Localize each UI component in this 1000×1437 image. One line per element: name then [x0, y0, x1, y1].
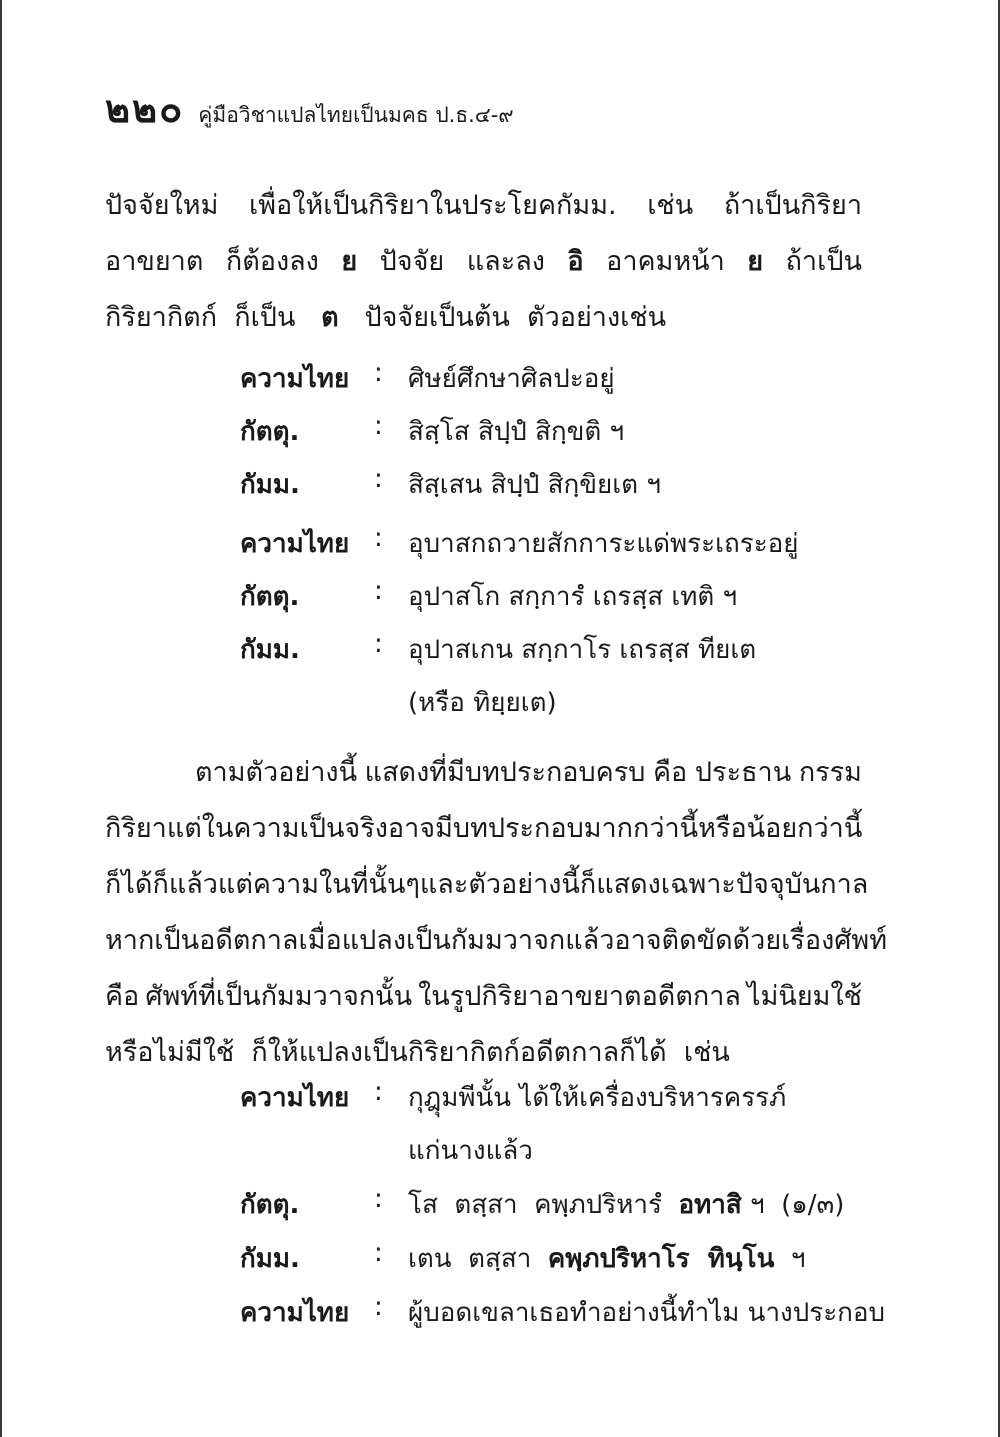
example-value: อุปาสเกน สกฺกาโร เถรสฺส ทียเต [408, 635, 757, 665]
text-line: หากเป็นอดีตกาล เมื่อแปลงเป็นกัมมวาจกแล้วอาจติดขัดด้วยเรื่องศัพท์ [105, 925, 887, 956]
bold-term: คพฺภปริหาโร ทินฺโน [547, 1244, 775, 1274]
example-label: ความไทย [240, 529, 350, 559]
bold-term: ต [321, 302, 339, 333]
example-label: กัมม. [240, 1244, 300, 1274]
example-label: กัตตุ. [240, 1190, 300, 1220]
example-value: กุฎุมพีนั้น ได้ให้เครื่องบริหารครรภ์ [408, 1083, 787, 1113]
page-header [105, 78, 514, 139]
bold-term: อิ [567, 246, 584, 277]
bold-term: อทาสิ [678, 1190, 742, 1220]
text-line: กิริยากิตก์ ก็เป็น ต ปัจจัยเป็นต้น ตัวอย่างเช่น [105, 302, 667, 333]
page-number: ๒๒๐ [105, 87, 185, 131]
example-label: กัตตุ. [240, 417, 300, 447]
example-value: อุบาสกถวายสักการะแด่พระเถระอยู่ [408, 529, 799, 559]
text-line: หรือไม่มีใช้ ก็ให้แปลงเป็นกิริยากิตก์อดีตกาลก็ได้ เช่น [105, 1037, 730, 1068]
example-label: ความไทย [240, 364, 350, 394]
example-value: สิสฺโส สิปฺปํ สิกฺขติ ฯ [408, 417, 625, 447]
example-value: เตน ตสฺสา คพฺภปริหาโร ทินฺโน ฯ [408, 1244, 806, 1274]
example-value: สิสฺเสน สิปฺปํ สิกฺขิยเต ฯ [408, 470, 661, 500]
example-label: กัตตุ. [240, 582, 300, 612]
text-line: ก็ได้ ก็แล้วแต่ความในที่นั้นๆ และตัวอย่างนี้ก็แสดงเฉพาะปัจจุบันกาล [105, 869, 869, 900]
example-label: ความไทย [240, 1298, 350, 1328]
bold-term: ย [747, 246, 764, 277]
text-line: คือ ศัพท์ที่เป็นกัมมวาจกนั้น ในรูปกิริยาอาขยาตอดีตกาล ไม่นิยมใช้ [105, 981, 862, 1012]
example-label: กัมม. [240, 470, 300, 500]
book-title: คู่มือวิชาแปลไทยเป็นมคธ ป.ธ.๔-๙ [198, 103, 514, 127]
example-value: อุปาสโก สกฺการํ เถรสฺส เทติ ฯ [408, 582, 738, 612]
page: ๒๒๐ คู่มือวิชาแปลไทยเป็นมคธ ป.ธ.๔-๙ ปัจจัยใหม่ เพื่อให้เป็นกิริยาในประโยคกัมม. เช่น ถ้าเป็นกิริยา อาขยาต ก็ต้องลง ย ปัจจัย และลง อิ อาคมหน้า ย ถ้าเป็น กิริยากิตก์ ก็เป็น ต ปัจจัยเป็นต้น ตัวอย่างเช่น ความไทย : ศิษย์ศึกษาศิลปะอยู่ กัตตุ. : สิสฺโส สิปฺปํ สิกฺขติ ฯ กัมม. : สิสฺเสน สิปฺปํ สิกฺขิยเต ฯ ความไทย : อุบาสกถวายสักการะแด่พระเถระอยู่ กัตตุ. : อุปาสโก สกฺการํ เถรสฺส เทติ ฯ กัมม. : อุปาสเกน สกฺกาโร เถรสฺส ทียเต (หรือ ทิยฺยเต) ตามตัวอย่างนี้ แสดงที่มีบทประกอบครบ คือ ประธาน กรรม กิริยา แต่ในความเป็นจริงอาจมีบทประกอบมากกว่านี้ หรือน้อยกว่านี้ ก็ได้ ก็แล้วแต่ความในที่นั้นๆ และตัวอย่างนี้ก็แสดงเฉพาะปัจจุบันกาล หากเป็นอดีตกาล เมื่อแปลงเป็นกัมมวาจกแล้วอาจติดขัดด้วยเรื่องศัพท์ คือ ศัพท์ที่เป็นกัมมวาจกนั้น ในรูปกิริยาอาขยาตอดีตกาล ไม่นิยมใช้ หรือไม่มีใช้ ก็ให้แปลงเป็นกิริยากิตก์อดีตกาลก็ได้ เช่น ความไทย : กุฎุมพีนั้น ได้ให้เครื่องบริหารครรภ์ แก่นางแล้ว กัตตุ. : โส ตสฺสา คพฺภปริหารํ อทาสิ ฯ (๑/๓) กัมม. : เตน ตสฺสา คพฺภปริหาโร ทินฺโน ฯ ความไทย : ผู้บอดเขลาเธอทำอย่างนี้ทำไม นางประกอบ [0, 0, 1000, 1437]
example-value: (หรือ ทิยฺยเต) [408, 688, 557, 718]
example-value: แก่นางแล้ว [408, 1136, 533, 1166]
text-line: กิริยา แต่ในความเป็นจริงอาจมีบทประกอบมากกว่านี้ หรือน้อยกว่านี้ [105, 813, 863, 844]
text-line: ตามตัวอย่างนี้ แสดงที่มีบทประกอบครบ คือ ประธาน กรรม [195, 757, 862, 788]
text-line: ปัจจัยใหม่ เพื่อให้เป็นกิริยาในประโยคกัมม. เช่น ถ้าเป็นกิริยา [105, 190, 862, 221]
example-value: โส ตสฺสา คพฺภปริหารํ อทาสิ ฯ (๑/๓) [408, 1190, 845, 1220]
example-label: กัมม. [240, 635, 300, 665]
example-value: ผู้บอดเขลาเธอทำอย่างนี้ทำไม นางประกอบ [408, 1298, 886, 1328]
example-label: ความไทย [240, 1083, 350, 1113]
bold-term: ย [341, 246, 358, 277]
text-line: อาขยาต ก็ต้องลง ย ปัจจัย และลง อิ อาคมหน้า ย ถ้าเป็น [105, 239, 862, 282]
example-value: ศิษย์ศึกษาศิลปะอยู่ [408, 364, 615, 394]
